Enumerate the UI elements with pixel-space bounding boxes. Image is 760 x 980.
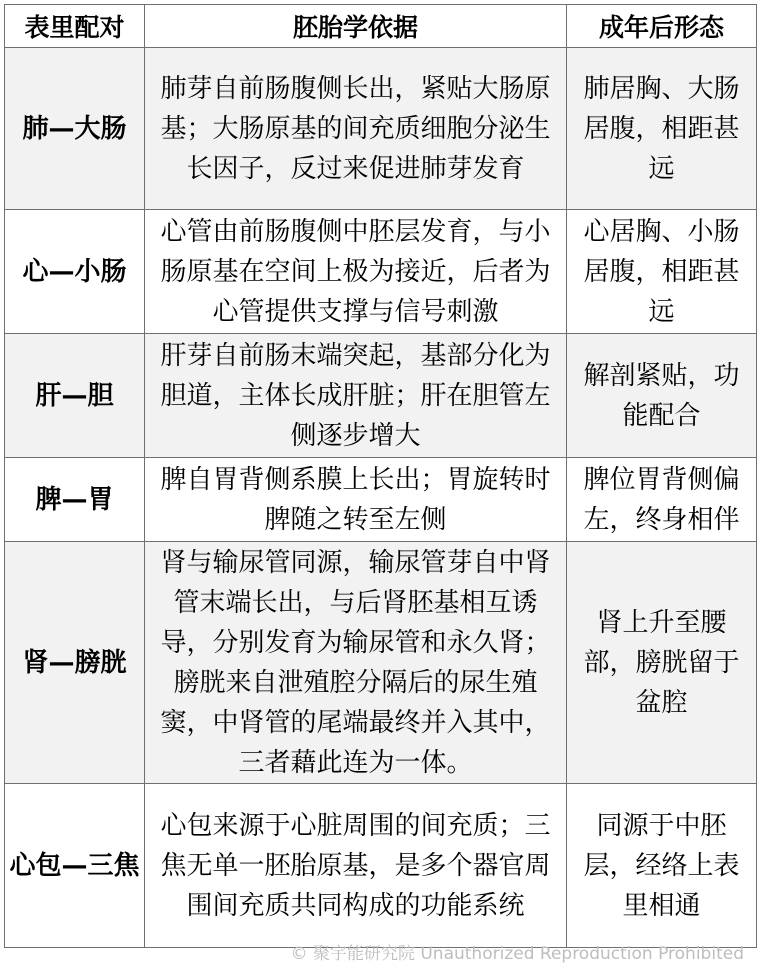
table-row (5, 784, 757, 948)
table-row (5, 48, 757, 210)
form-cell: 肾上升至腰部，膀胱留于盆腔 (567, 542, 757, 784)
header-basis: 胚胎学依据 (145, 5, 567, 48)
basis-cell: 脾自胃背侧系膜上长出；胃旋转时脾随之转至左侧 (145, 458, 567, 542)
basis-cell: 心管由前肠腹侧中胚层发育，与小肠原基在空间上极为接近，后者为心管提供支撑与信号刺激 (145, 210, 567, 334)
form-cell: 心居胸、小肠居腹，相距甚远 (567, 210, 757, 334)
table-row (5, 458, 757, 542)
pair-cell: 心包—三焦 (5, 784, 145, 948)
table-row (5, 210, 757, 334)
pair-cell: 心—小肠 (5, 210, 145, 334)
header-form: 成年后形态 (567, 5, 757, 48)
header-pair: 表里配对 (5, 5, 145, 48)
basis-cell: 肺芽自前肠腹侧长出，紧贴大肠原基；大肠原基的间充质细胞分泌生长因子，反过来促进肺芽发育 (145, 48, 567, 210)
form-cell: 解剖紧贴，功能配合 (567, 334, 757, 458)
form-cell: 同源于中胚层，经络上表里相通 (567, 784, 757, 948)
pair-cell: 肺—大肠 (5, 48, 145, 210)
basis-cell: 肾与输尿管同源，输尿管芽自中肾管末端长出，与后肾胚基相互诱导，分别发育为输尿管和永久肾；膀胱来自泄殖腔分隔后的尿生殖窦，中肾管的尾端最终并入其中，三者藉此连为一体。 (145, 542, 567, 784)
table-row (5, 542, 757, 784)
pair-cell: 脾—胃 (5, 458, 145, 542)
basis-cell: 心包来源于心脏周围的间充质；三焦无单一胚胎原基，是多个器官周围间充质共同构成的功能系统 (145, 784, 567, 948)
basis-cell: 肝芽自前肠末端突起，基部分化为胆道，主体长成肝脏；肝在胆管左侧逐步增大 (145, 334, 567, 458)
pair-cell: 肝—胆 (5, 334, 145, 458)
form-cell: 肺居胸、大肠居腹，相距甚远 (567, 48, 757, 210)
table-row (5, 334, 757, 458)
form-cell: 脾位胃背侧偏左，终身相伴 (567, 458, 757, 542)
pair-cell: 肾—膀胱 (5, 542, 145, 784)
watermark: © 聚宇能研究院 Unauthorized Reproduction Prohibited (290, 944, 744, 964)
comparison-table (4, 4, 757, 948)
header-row (5, 5, 757, 48)
